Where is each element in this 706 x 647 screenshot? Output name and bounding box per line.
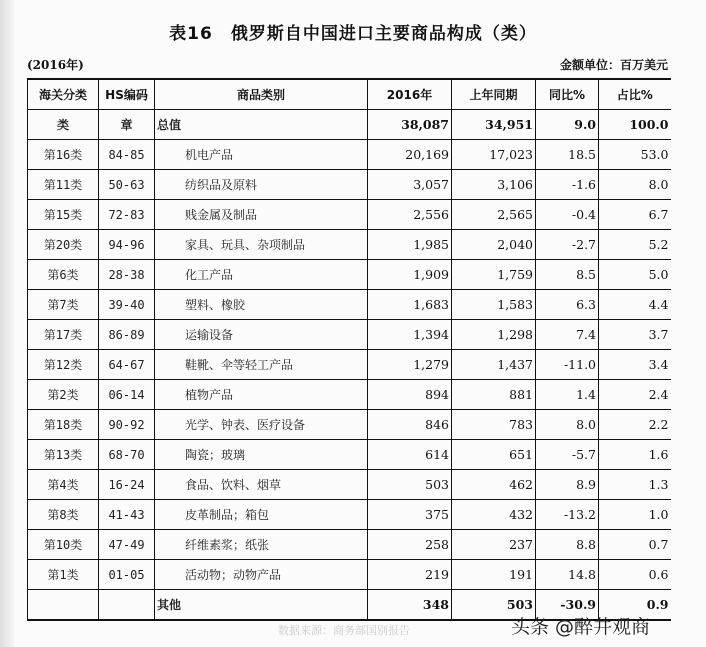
table-row <box>28 380 671 410</box>
cell-prev: 462 <box>452 470 536 500</box>
table-row <box>28 140 671 170</box>
table-row <box>28 440 671 470</box>
cell-hs: 01-05 <box>99 560 155 590</box>
cell-class: 第17类 <box>28 320 99 350</box>
cell-prev: 1,759 <box>452 260 536 290</box>
table-row <box>28 500 671 530</box>
cell-yoy: 8.0 <box>536 410 599 440</box>
header-customs-class: 海关分类 <box>28 79 99 110</box>
cell-name: 食品、饮料、烟草 <box>155 470 368 500</box>
cell-share: 3.7 <box>599 320 671 350</box>
cell-yoy: -0.4 <box>536 200 599 230</box>
cell-class: 第6类 <box>28 260 99 290</box>
cell-yoy: -11.0 <box>536 350 599 380</box>
page-edge-shadow <box>0 0 14 647</box>
cell-class: 第2类 <box>28 380 99 410</box>
cell-yoy: -30.9 <box>536 590 599 621</box>
header-row <box>28 79 671 110</box>
cell-prev: 34,951 <box>452 110 536 140</box>
cell-share: 8.0 <box>599 170 671 200</box>
cell-yoy: 7.4 <box>536 320 599 350</box>
cell-name: 纤维素浆；纸张 <box>155 530 368 560</box>
cell-name: 家具、玩具、杂项制品 <box>155 230 368 260</box>
cell-hs: 68-70 <box>99 440 155 470</box>
cell-hs: 16-24 <box>99 470 155 500</box>
cell-name: 贱金属及制品 <box>155 200 368 230</box>
table-row <box>28 320 671 350</box>
cell-prev: 651 <box>452 440 536 470</box>
cell-2016: 846 <box>368 410 452 440</box>
cell-yoy: 6.3 <box>536 290 599 320</box>
table-row <box>28 290 671 320</box>
cell-name: 总值 <box>155 110 368 140</box>
header-2016: 2016年 <box>368 79 452 110</box>
cell-class: 第12类 <box>28 350 99 380</box>
cell-class: 第4类 <box>28 470 99 500</box>
watermark: 头条 @醉井观商 <box>510 616 650 638</box>
cell-class: 第7类 <box>28 290 99 320</box>
cell-2016: 1,985 <box>368 230 452 260</box>
table-row <box>28 350 671 380</box>
cell-class <box>28 590 99 621</box>
unit-note: 金额单位：百万美元 <box>559 58 668 72</box>
cell-hs: 47-49 <box>99 530 155 560</box>
cell-2016: 375 <box>368 500 452 530</box>
cell-hs: 90-92 <box>99 410 155 440</box>
header-category: 商品类别 <box>155 79 368 110</box>
cell-name: 纺织品及原料 <box>155 170 368 200</box>
cell-class: 第11类 <box>28 170 99 200</box>
cell-share: 53.0 <box>599 140 671 170</box>
cell-name: 植物产品 <box>155 380 368 410</box>
cell-class: 类 <box>28 110 99 140</box>
cell-share: 3.4 <box>599 350 671 380</box>
cell-share: 5.2 <box>599 230 671 260</box>
cell-prev: 881 <box>452 380 536 410</box>
cell-name: 光学、钟表、医疗设备 <box>155 410 368 440</box>
cell-name: 塑料、橡胶 <box>155 290 368 320</box>
cell-share: 0.6 <box>599 560 671 590</box>
cell-hs: 39-40 <box>99 290 155 320</box>
header-share: 占比% <box>599 79 671 110</box>
cell-hs: 06-14 <box>99 380 155 410</box>
cell-prev: 2,040 <box>452 230 536 260</box>
table-row <box>28 230 671 260</box>
cell-yoy: 8.5 <box>536 260 599 290</box>
cell-share: 0.9 <box>599 590 671 621</box>
cell-yoy: 8.8 <box>536 530 599 560</box>
cell-class: 第16类 <box>28 140 99 170</box>
cell-prev: 432 <box>452 500 536 530</box>
cell-name: 机电产品 <box>155 140 368 170</box>
header-prev-year: 上年同期 <box>452 79 536 110</box>
cell-prev: 1,437 <box>452 350 536 380</box>
cell-2016: 1,909 <box>368 260 452 290</box>
table-row <box>28 170 671 200</box>
table-row <box>28 260 671 290</box>
cell-share: 2.2 <box>599 410 671 440</box>
cell-yoy: -5.7 <box>536 440 599 470</box>
cell-2016: 20,169 <box>368 140 452 170</box>
cell-hs: 50-63 <box>99 170 155 200</box>
cell-prev: 17,023 <box>452 140 536 170</box>
cell-prev: 1,583 <box>452 290 536 320</box>
cell-2016: 1,683 <box>368 290 452 320</box>
cell-2016: 894 <box>368 380 452 410</box>
table-title: 表16 俄罗斯自中国进口主要商品构成（类） <box>169 24 537 44</box>
cell-name: 其他 <box>155 590 368 621</box>
cell-hs: 84-85 <box>99 140 155 170</box>
cell-name: 化工产品 <box>155 260 368 290</box>
cell-2016: 3,057 <box>368 170 452 200</box>
cell-share: 100.0 <box>599 110 671 140</box>
cell-yoy: 14.8 <box>536 560 599 590</box>
table-row <box>28 530 671 560</box>
cell-yoy: -2.7 <box>536 230 599 260</box>
cell-prev: 503 <box>452 590 536 621</box>
cell-class: 第18类 <box>28 410 99 440</box>
cell-yoy: 9.0 <box>536 110 599 140</box>
cell-hs: 94-96 <box>99 230 155 260</box>
cell-class: 第10类 <box>28 530 99 560</box>
total-row <box>28 110 671 140</box>
cell-2016: 258 <box>368 530 452 560</box>
cell-name: 鞋靴、伞等轻工产品 <box>155 350 368 380</box>
cell-name: 皮革制品；箱包 <box>155 500 368 530</box>
cell-share: 0.7 <box>599 530 671 560</box>
cell-prev: 783 <box>452 410 536 440</box>
header-hs-code: HS编码 <box>99 79 155 110</box>
cell-2016: 1,279 <box>368 350 452 380</box>
cell-yoy: 18.5 <box>536 140 599 170</box>
cell-share: 1.6 <box>599 440 671 470</box>
table-row <box>28 200 671 230</box>
cell-yoy: -13.2 <box>536 500 599 530</box>
cell-2016: 2,556 <box>368 200 452 230</box>
cell-prev: 237 <box>452 530 536 560</box>
cell-yoy: 8.9 <box>536 470 599 500</box>
cell-hs: 86-89 <box>99 320 155 350</box>
table-row <box>28 470 671 500</box>
cell-class: 第15类 <box>28 200 99 230</box>
cell-hs: 41-43 <box>99 500 155 530</box>
cell-hs: 章 <box>99 110 155 140</box>
cell-share: 2.4 <box>599 380 671 410</box>
source-note: 数据来源：商务部国别报告 <box>278 624 410 637</box>
cell-share: 1.0 <box>599 500 671 530</box>
cell-class: 第13类 <box>28 440 99 470</box>
cell-name: 陶瓷；玻璃 <box>155 440 368 470</box>
cell-hs: 64-67 <box>99 350 155 380</box>
cell-yoy: 1.4 <box>536 380 599 410</box>
cell-yoy: -1.6 <box>536 170 599 200</box>
cell-hs <box>99 590 155 621</box>
import-composition-table <box>27 78 671 621</box>
cell-2016: 38,087 <box>368 110 452 140</box>
table-row <box>28 560 671 590</box>
cell-hs: 72-83 <box>99 200 155 230</box>
header-yoy: 同比% <box>536 79 599 110</box>
cell-name: 活动物；动物产品 <box>155 560 368 590</box>
table-row <box>28 410 671 440</box>
cell-prev: 3,106 <box>452 170 536 200</box>
cell-name: 运输设备 <box>155 320 368 350</box>
cell-share: 4.4 <box>599 290 671 320</box>
cell-prev: 2,565 <box>452 200 536 230</box>
year-note: (2016年) <box>27 58 84 72</box>
cell-class: 第20类 <box>28 230 99 260</box>
cell-hs: 28-38 <box>99 260 155 290</box>
cell-2016: 348 <box>368 590 452 621</box>
cell-2016: 1,394 <box>368 320 452 350</box>
cell-share: 1.3 <box>599 470 671 500</box>
cell-2016: 219 <box>368 560 452 590</box>
cell-prev: 1,298 <box>452 320 536 350</box>
cell-prev: 191 <box>452 560 536 590</box>
cell-share: 5.0 <box>599 260 671 290</box>
cell-class: 第8类 <box>28 500 99 530</box>
cell-share: 6.7 <box>599 200 671 230</box>
cell-2016: 614 <box>368 440 452 470</box>
cell-class: 第1类 <box>28 560 99 590</box>
cell-2016: 503 <box>368 470 452 500</box>
